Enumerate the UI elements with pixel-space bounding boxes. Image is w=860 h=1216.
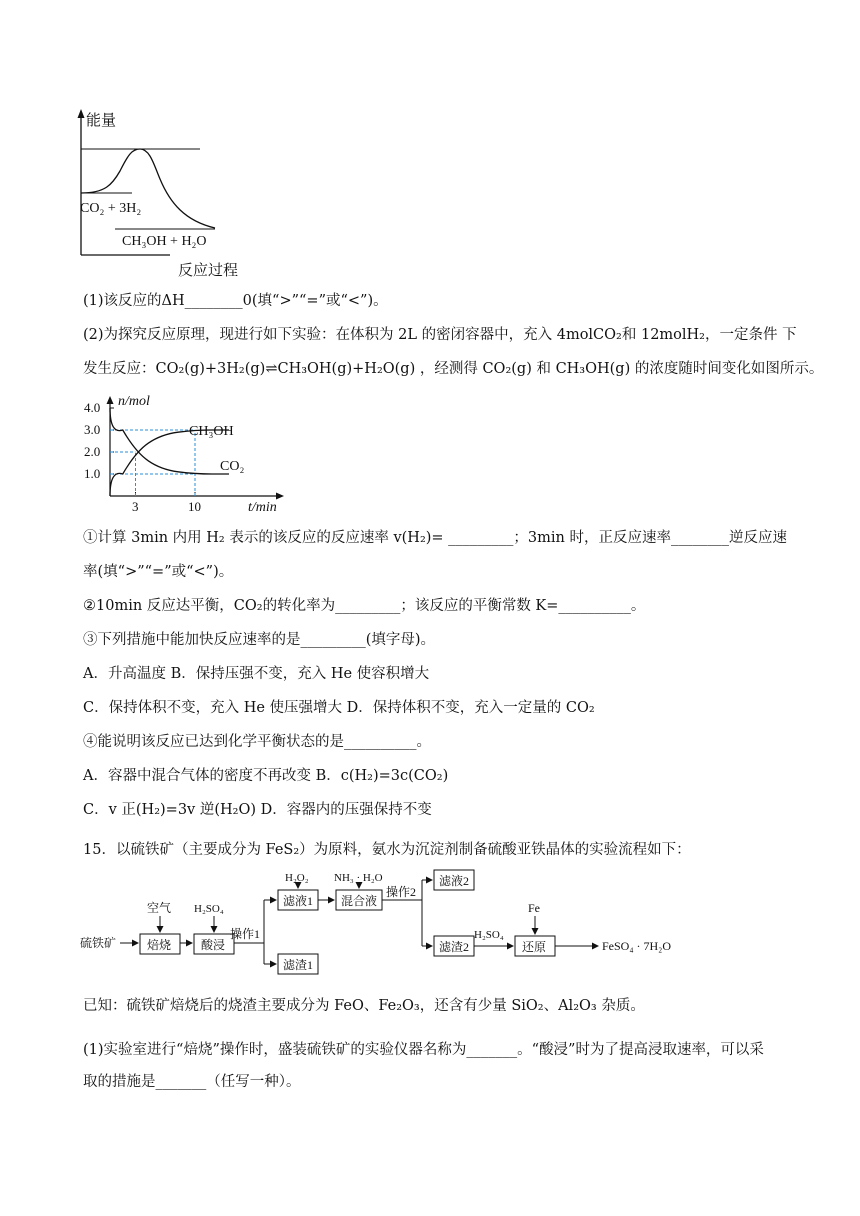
question-2-sub-4: ④能说明该反应已达到化学平衡状态的是__________。 (83, 734, 431, 750)
reactants-label: CO₂ + 3H₂ (80, 201, 142, 216)
question-15-1-line-2: 取的措施是_______（任写一种）。 (83, 1074, 301, 1090)
y-tick-label: 3.0 (84, 422, 101, 437)
x-tick-label: 10 (188, 499, 201, 514)
energy-x-label: 反应过程 (178, 261, 239, 279)
concentration-chart (82, 390, 287, 515)
question-2-line-2: 发生反应：CO₂(g)+3H₂(g)⇌CH₃OH(g)+H₂O(g) ，经测得 CO₂(g) 和 CH₃OH(g) 的浓度随时间变化如图所示。 (83, 361, 824, 377)
series-line-co2 (110, 408, 229, 474)
op2-label: 操作2 (386, 885, 417, 899)
h2o2-label: H₂O₂ (285, 872, 309, 884)
roast-label: 焙烧 (147, 938, 172, 952)
acid-leach-label: 酸浸 (201, 938, 226, 952)
option-row-ab: A．升高温度 B．保持压强不变，充入 He 使容积增大 (83, 666, 430, 682)
series-label-ch3oh: CH₃OH (189, 424, 234, 439)
filtrate1-label: 滤液1 (283, 894, 314, 908)
filtrate2-label: 滤液2 (439, 874, 470, 888)
residue1-label: 滤渣1 (283, 958, 314, 972)
option-row-ab-2: A．容器中混合气体的密度不再改变 B．c(H₂)=3c(CO₂) (83, 768, 449, 784)
energy-curve (81, 149, 215, 228)
question-15-1-line-1: (1)实验室进行“焙烧”操作时，盛装硫铁矿的实验仪器名称为_______。“酸浸”时为了提高浸取速率，可以采 (83, 1042, 764, 1058)
question-1: (1)该反应的ΔH________0(填“>”“=”或“<”)。 (83, 293, 388, 309)
series-line-ch3oh (110, 430, 229, 496)
series-label-co2: CO₂ (220, 459, 245, 474)
chart-x-arrow (276, 493, 284, 500)
acid-in-label: H₂SO₄ (194, 903, 224, 915)
x-tick-label: 3 (132, 499, 139, 514)
y-tick-label: 4.0 (84, 400, 101, 415)
mixed-label: 混合液 (341, 894, 378, 908)
nh3-label: NH₃ · H₂O (334, 872, 383, 884)
question-2-sub-1-line-1: ①计算 3min 内用 H₂ 表示的该反应的反应速率 v(H₂)= _________；3min 时，正反应速率________逆反应速 (83, 530, 787, 546)
op1-label: 操作1 (230, 927, 261, 941)
question-2-line-1: (2)为探究反应原理，现进行如下实验：在体积为 2L 的密闭容器中，充入 4molCO₂和 12molH₂，一定条件 下 (83, 327, 797, 343)
h2so4-2-label: H₂SO₄ (474, 929, 504, 941)
residue2-label: 滤渣2 (439, 940, 470, 954)
chart-y-arrow (107, 396, 114, 404)
energy-y-label: 能量 (86, 111, 117, 129)
product-label: FeSO₄ · 7H₂O (602, 939, 672, 953)
air-label: 空气 (147, 901, 172, 915)
process-flow-diagram (80, 868, 720, 978)
question-2-sub-3: ③下列措施中能加快反应速率的是_________(填字母)。 (83, 632, 436, 648)
y-tick-label: 1.0 (84, 466, 101, 481)
known-info: 已知：硫铁矿焙烧后的烧渣主要成分为 FeO、Fe₂O₃，还含有少量 SiO₂、Al₂O₃ 杂质。 (83, 998, 645, 1014)
y-tick-label: 2.0 (84, 444, 101, 459)
flow-start-label: 硫铁矿 (80, 936, 117, 950)
chart-x-label: t/min (248, 500, 277, 515)
y-axis-arrow (78, 109, 85, 118)
option-row-cd-2: C．v 正(H₂)=3v 逆(H₂O) D．容器内的压强保持不变 (83, 802, 432, 818)
products-label: CH₃OH + H₂O (122, 234, 207, 249)
question-2-sub-1-line-2: 率(填“>”“=”或“<”)。 (83, 564, 234, 580)
chart-y-label: n/mol (118, 394, 150, 409)
option-row-cd: C．保持体积不变，充入 He 使压强增大 D．保持体积不变，充入一定量的 CO₂ (83, 700, 595, 716)
fe-label: Fe (528, 901, 540, 915)
question-15-stem: 15．以硫铁矿（主要成分为 FeS₂）为原料，氨水为沉淀剂制备硫酸亚铁晶体的实验流程如下： (83, 842, 691, 858)
question-2-sub-2: ②10min 反应达平衡，CO₂的转化率为_________；该反应的平衡常数 K=__________。 (83, 598, 646, 614)
energy-diagram (60, 105, 260, 280)
reduce-label: 还原 (522, 940, 547, 954)
